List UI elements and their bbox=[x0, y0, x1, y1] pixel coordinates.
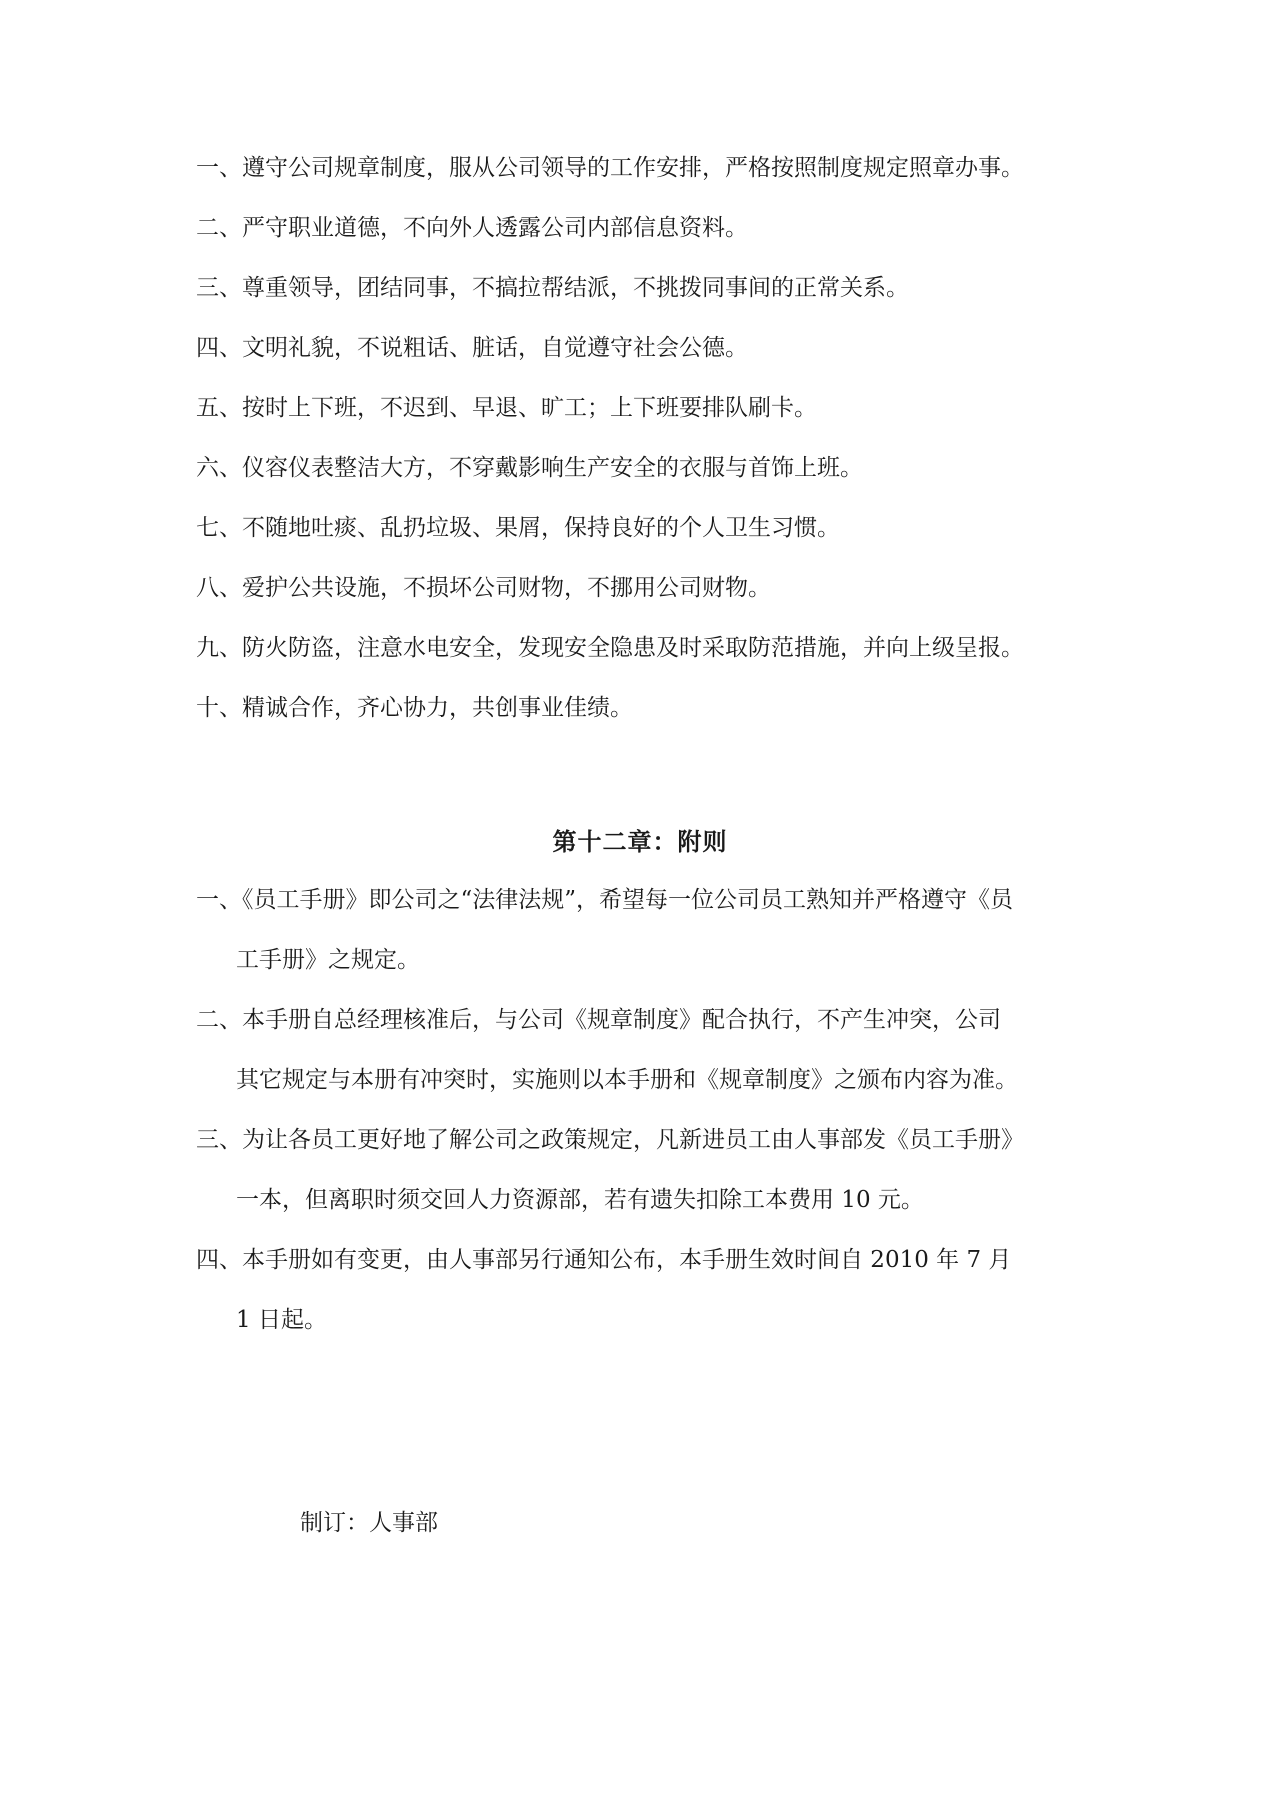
appendix-line: 四、本手册如有变更，由人事部另行通知公布，本手册生效时间自 2010 年 7 月 bbox=[196, 1247, 1012, 1273]
rule-item: 五、按时上下班，不迟到、早退、旷工；上下班要排队刷卡。 bbox=[196, 395, 817, 421]
appendix-line-continued: 其它规定与本册有冲突时，实施则以本手册和《规章制度》之颁布内容为准。 bbox=[236, 1067, 1018, 1093]
rule-item: 七、不随地吐痰、乱扔垃圾、果屑，保持良好的个人卫生习惯。 bbox=[196, 515, 840, 541]
rule-item: 十、精诚合作，齐心协力，共创事业佳绩。 bbox=[196, 695, 633, 721]
rule-item: 八、爱护公共设施，不损坏公司财物，不挪用公司财物。 bbox=[196, 575, 771, 601]
appendix-item bbox=[196, 884, 1096, 976]
rule-item: 九、防火防盗，注意水电安全，发现安全隐患及时采取防范措施，并向上级呈报。 bbox=[196, 635, 1024, 661]
conduct-rules-list bbox=[196, 152, 1096, 752]
appendix-line: 一、《员工手册》即公司之“法律法规”，希望每一位公司员工熟知并严格遵守《员 bbox=[196, 887, 1014, 913]
rule-item: 四、文明礼貌，不说粗话、脏话，自觉遵守社会公德。 bbox=[196, 335, 748, 361]
appendix-line-continued: 工手册》之规定。 bbox=[236, 947, 420, 973]
rule-item: 一、遵守公司规章制度，服从公司领导的工作安排，严格按照制度规定照章办事。 bbox=[196, 155, 1024, 181]
rule-item: 三、尊重领导，团结同事，不搞拉帮结派，不挑拨同事间的正常关系。 bbox=[196, 275, 909, 301]
appendix-line-continued: 一本，但离职时须交回人力资源部，若有遗失扣除工本费用 10 元。 bbox=[236, 1187, 924, 1213]
rule-item: 二、严守职业道德，不向外人透露公司内部信息资料。 bbox=[196, 215, 748, 241]
appendix-line: 三、为让各员工更好地了解公司之政策规定，凡新进员工由人事部发《员工手册》 bbox=[196, 1127, 1024, 1153]
chapter-title: 第十二章：附则 bbox=[552, 827, 728, 856]
rule-item: 六、仪容仪表整洁大方，不穿戴影响生产安全的衣服与首饰上班。 bbox=[196, 455, 863, 481]
appendix-line: 二、本手册自总经理核准后，与公司《规章制度》配合执行，不产生冲突，公司 bbox=[196, 1007, 1001, 1033]
appendix-item bbox=[196, 1124, 1096, 1216]
signature-line: 制订：人事部 bbox=[300, 1510, 438, 1536]
appendix-item bbox=[196, 1244, 1096, 1336]
appendix-list bbox=[196, 884, 1096, 1364]
appendix-item bbox=[196, 1004, 1096, 1096]
appendix-line-continued: 1 日起。 bbox=[236, 1307, 327, 1333]
